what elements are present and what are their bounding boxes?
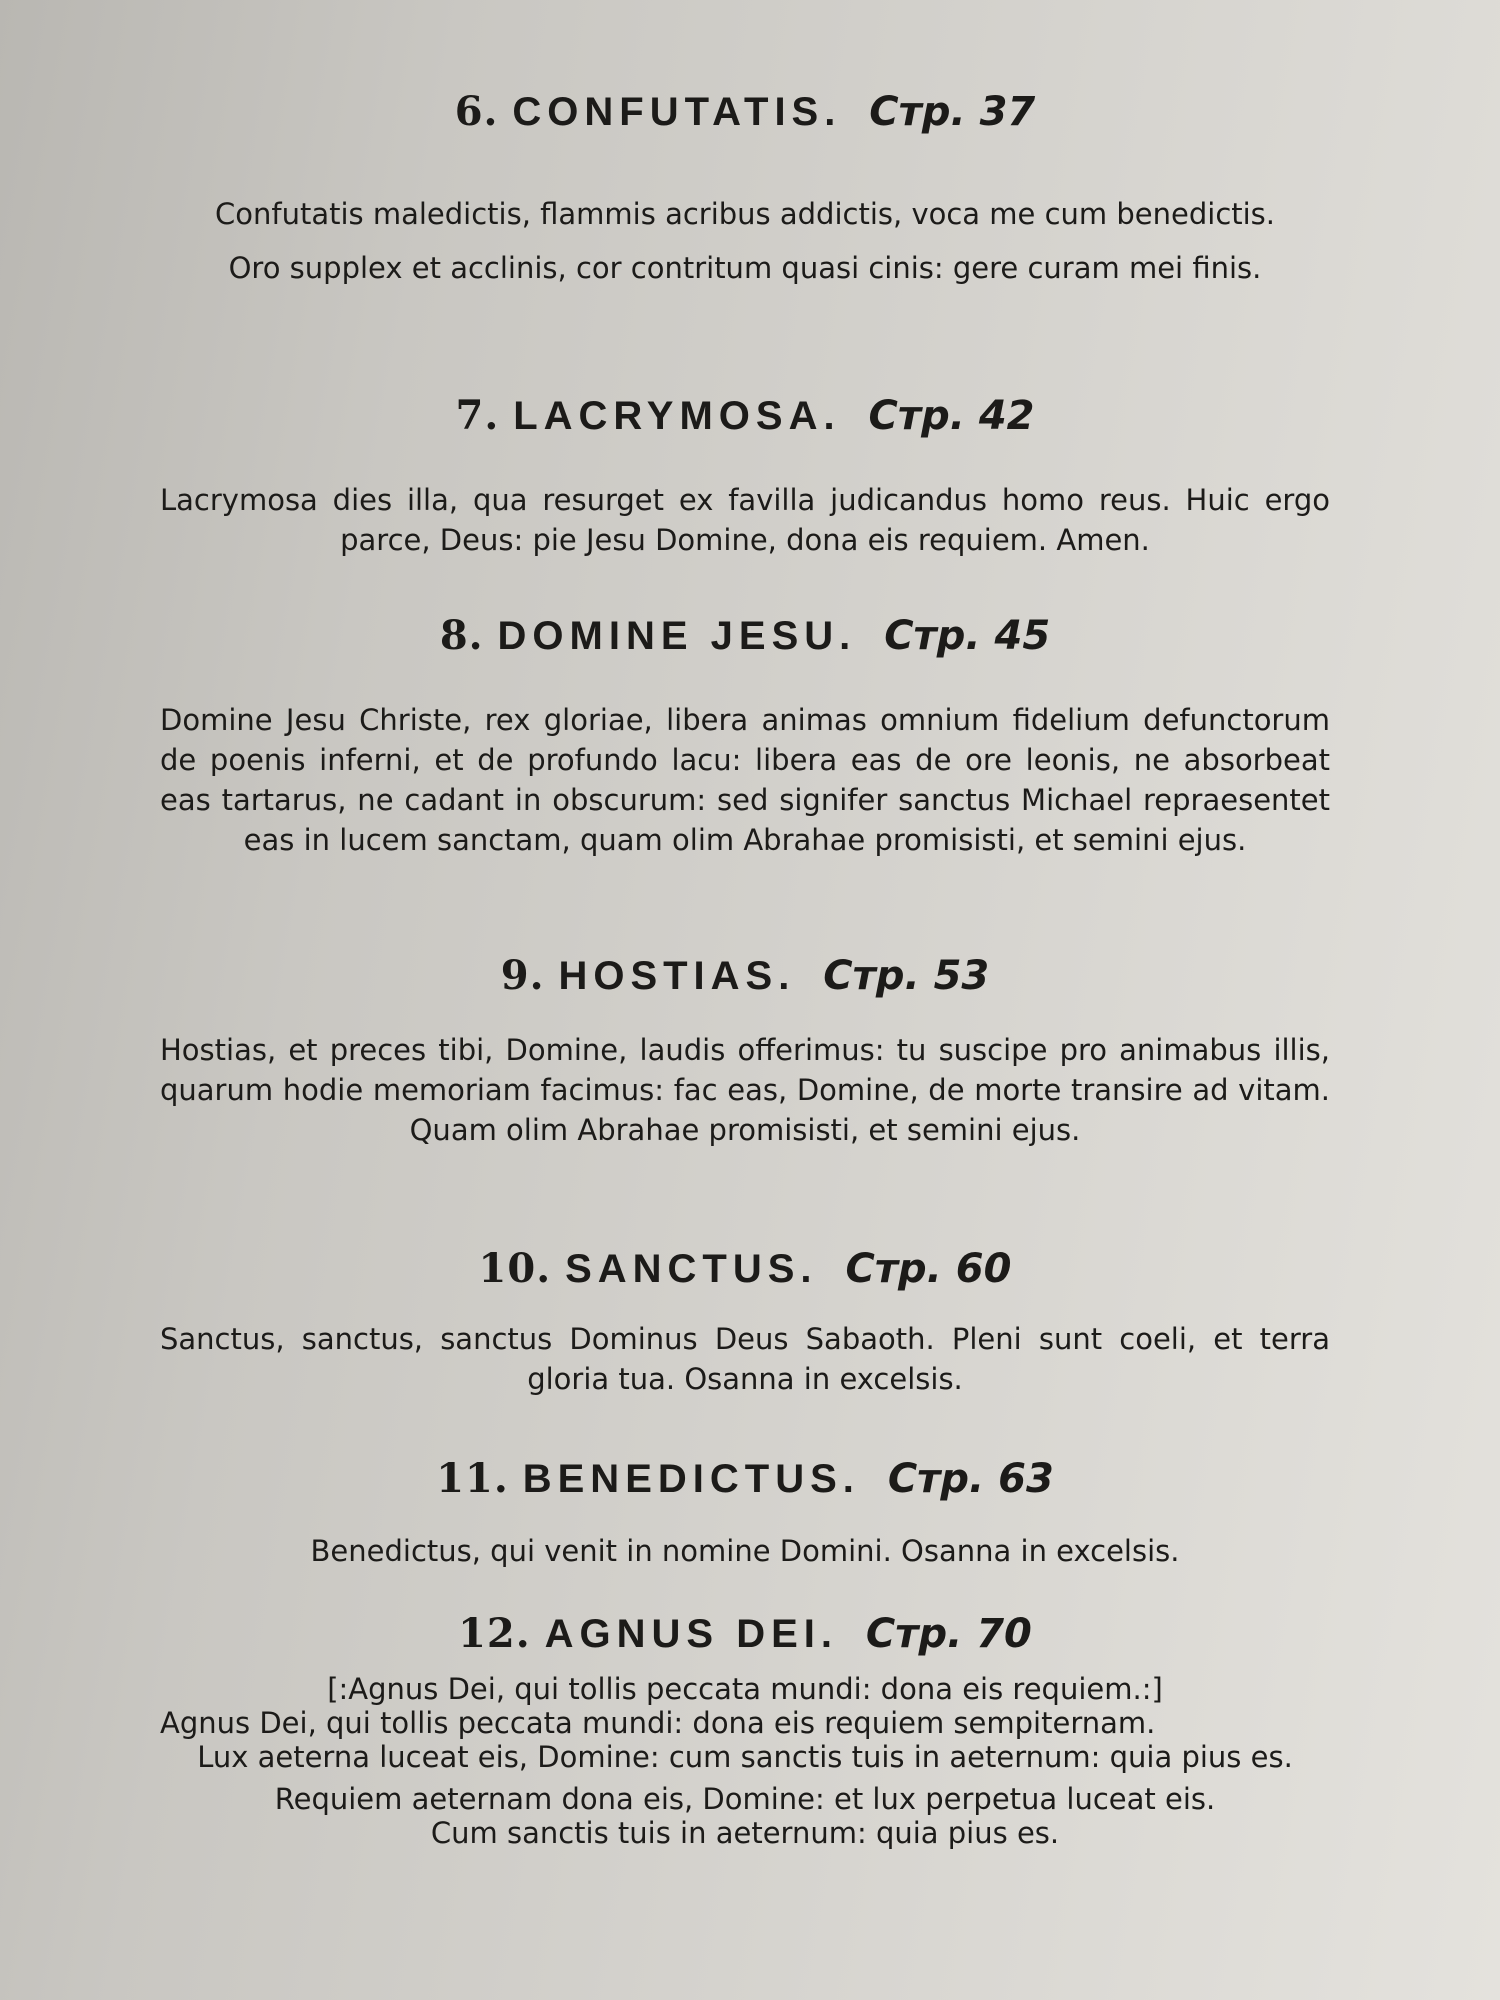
lyric-paragraph: Oro supplex et acclinis, cor contritum quasi cinis: gere curam mei finis. [228,251,1262,285]
lyric-paragraph: [:Agnus Dei, qui tollis peccata mundi: dona eis requiem.:] [327,1672,1163,1706]
section-title: DOMINE JESU. [497,614,857,658]
section-hostias [160,952,1330,1150]
section-title: HOSTIAS. [558,954,796,998]
page-reference: Стр. 37 [869,89,1036,135]
lyric-paragraph: Benedictus, qui venit in nomine Domini. Osanna in excelsis. [310,1534,1180,1568]
section-agnus-dei [160,1610,1330,1850]
lyric-paragraph: Sanctus, sanctus, sanctus Dominus Deus Sabaoth. Pleni sunt coeli, et terra gloria tua. Osanna in excelsis. [160,1322,1330,1396]
page-reference: Стр. 45 [884,613,1051,659]
page-reference: Стр. 70 [865,1611,1032,1657]
section-heading [160,1610,1330,1658]
section-number: 12. [458,1610,531,1657]
section-heading [160,1455,1330,1503]
section-benedictus [160,1455,1330,1571]
lyric-paragraph: Confutatis maledictis, flammis acribus addictis, voca me cum benedictis. [214,197,1276,231]
section-heading [160,392,1330,440]
section-confutatis [160,88,1330,302]
section-title: CONFUTATIS. [512,90,842,134]
page-reference: Стр. 53 [823,953,990,999]
lyric-paragraph: Agnus Dei, qui tollis peccata mundi: dona eis requiem sempiternam. [160,1706,1156,1740]
page-reference: Стр. 63 [887,1456,1054,1502]
section-number: 8. [439,612,484,659]
section-title: BENEDICTUS. [522,1457,860,1501]
page-reference: Стр. 42 [868,393,1035,439]
section-title: SANCTUS. [565,1247,818,1291]
page-reference: Стр. 60 [845,1246,1012,1292]
section-number: 6. [454,88,499,135]
section-lacrymosa [160,392,1330,560]
section-heading [160,612,1330,660]
lyric-paragraph: Requiem aeternam dona eis, Domine: et lux perpetua luceat eis. [274,1782,1216,1816]
section-heading [160,1245,1330,1293]
section-number: 10. [478,1245,552,1292]
section-heading [160,952,1330,1000]
section-title: LACRYMOSA. [513,394,841,438]
lyric-paragraph: Cum sanctis tuis in aeternum: quia pius es. [430,1816,1060,1850]
section-number: 7. [455,392,500,439]
section-domine-jesu [160,612,1330,860]
section-heading [160,88,1330,136]
lyric-paragraph: Lacrymosa dies illa, qua resurget ex favilla judicandus homo reus. Huic ergo parce, Deus: pie Jesu Domine, dona eis requiem. Amen. [160,483,1330,557]
section-title: AGNUS DEI. [544,1612,838,1656]
section-number: 11. [436,1455,509,1502]
lyric-paragraph: Lux aeterna luceat eis, Domine: cum sanctis tuis in aeternum: quia pius es. [197,1740,1293,1774]
section-sanctus [160,1245,1330,1399]
section-number: 9. [500,952,545,999]
lyric-paragraph: Domine Jesu Christe, rex gloriae, libera animas omnium fidelium defunctorum de poenis inferni, et de profundo lacu: libera eas de ore leonis, ne absorbeat eas tartarus, ne cadant in obscurum: sed signifer sanctus Michael repraesentet eas in lucem sanctam, quam olim Abrahae promisisti, et semini ejus. [160,703,1330,857]
lyric-paragraph: Hostias, et preces tibi, Domine, laudis offerimus: tu suscipe pro animabus illis, quarum hodie memoriam facimus: fac eas, Domine, de morte transire ad vitam. Quam olim Abrahae promisisti, et semini ejus. [160,1033,1330,1147]
